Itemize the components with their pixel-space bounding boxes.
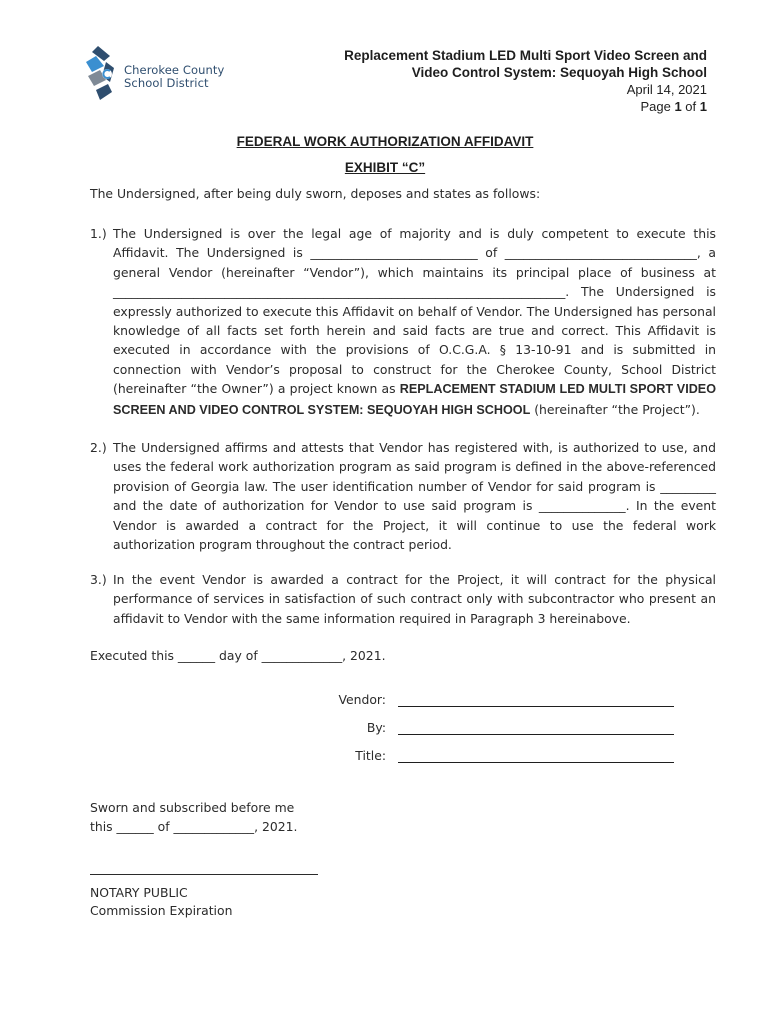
item-text-part-b: (hereinafter “the Project”).	[530, 401, 700, 417]
page-prefix: Page	[640, 99, 675, 114]
title-label: Title:	[355, 748, 386, 763]
document-title: FEDERAL WORK AUTHORIZATION AFFIDAVIT	[236, 134, 534, 149]
item-text	[113, 224, 716, 420]
item-text-part-a: The Undersigned is over the legal age of majority and is duly competent to execute this Affidavit. The Undersigned is ___________________________ of _______________________________, a general Vendor (hereinafter “Vendor”), which maintains its principal place of business at _________________________________________________________________________. The Undersigned is expressly authorized to execute this Affidavit on behalf of Vendor. The Undersigned has personal knowledge of all facts set forth herein and said facts are true and correct. This Affidavit is executed in accordance with the provisions of O.C.G.A. § 13-10-91 and is submitted in connection with Vendor’s proposal to construct for the Cherokee County, School District (hereinafter “the Owner”) a project known as	[113, 226, 716, 397]
project-title-line1: Replacement Stadium LED Multi Sport Video Screen and	[344, 48, 707, 63]
by-label: By:	[366, 720, 386, 735]
title-signature-line[interactable]	[398, 762, 674, 763]
executed-line: Executed this ______ day of _____________, 2021.	[90, 648, 386, 663]
page-of: of	[681, 99, 700, 114]
project-name-bold: REPLACEMENT STADIUM LED MULTI SPORT VIDEO SCREEN AND VIDEO CONTROL SYSTEM: SEQUOYAH HIGH SCHOOL	[113, 382, 716, 417]
affidavit-item-1	[90, 224, 716, 420]
cherokee-county-logo-icon	[84, 44, 122, 102]
signature-vendor-row	[300, 692, 680, 712]
signature-by-row	[300, 720, 680, 740]
project-title-line2: Video Control System: Sequoyah High School	[411, 65, 707, 80]
signature-title-row	[300, 748, 680, 768]
sworn-block	[90, 798, 297, 836]
district-name	[124, 64, 224, 90]
district-logo	[84, 44, 244, 102]
notary-block	[90, 884, 232, 920]
vendor-label: Vendor:	[338, 692, 386, 707]
district-name-line1: Cherokee County	[124, 63, 225, 77]
document-date: April 14, 2021	[626, 82, 707, 97]
item-number: 3.)	[90, 572, 107, 587]
district-name-line2: School District	[124, 76, 209, 90]
by-signature-line[interactable]	[398, 734, 674, 735]
exhibit-label: EXHIBIT “C”	[344, 160, 426, 175]
item-text: In the event Vendor is awarded a contract for the Project, it will contract for the physical performance of services in satisfaction of such contract only with subcontractor who present an affidavit to Vendor with the same information required in Paragraph 3 hereinabove.	[113, 572, 716, 626]
item-text: The Undersigned affirms and attests that Vendor has registered with, is authorized to use, and uses the federal work authorization program as said program is defined in the above-referenced provision of Georgia law. The user identification number of Vendor for said program is _________ and the date of authorization for Vendor to use said program is ______________. In the event Vendor is awarded a contract for the Project, it will continue to use the federal work authorization program throughout the contract period.	[113, 440, 716, 553]
item-number: 1.)	[90, 226, 107, 241]
notary-public-label: NOTARY PUBLIC	[90, 885, 188, 900]
notary-signature-line[interactable]	[90, 874, 318, 875]
document-header	[344, 47, 707, 115]
page-number: 1	[674, 99, 682, 114]
page-indicator	[344, 98, 707, 115]
sworn-line1: Sworn and subscribed before me	[90, 800, 295, 815]
item-number: 2.)	[90, 440, 107, 455]
page-total: 1	[699, 99, 707, 114]
commission-expiration-label: Commission Expiration	[90, 903, 233, 918]
affidavit-item-2	[90, 438, 716, 554]
vendor-signature-line[interactable]	[398, 706, 674, 707]
affidavit-item-3	[90, 570, 716, 628]
sworn-line2: this ______ of _____________, 2021.	[90, 819, 298, 834]
intro-paragraph: The Undersigned, after being duly sworn, deposes and states as follows:	[90, 186, 541, 201]
